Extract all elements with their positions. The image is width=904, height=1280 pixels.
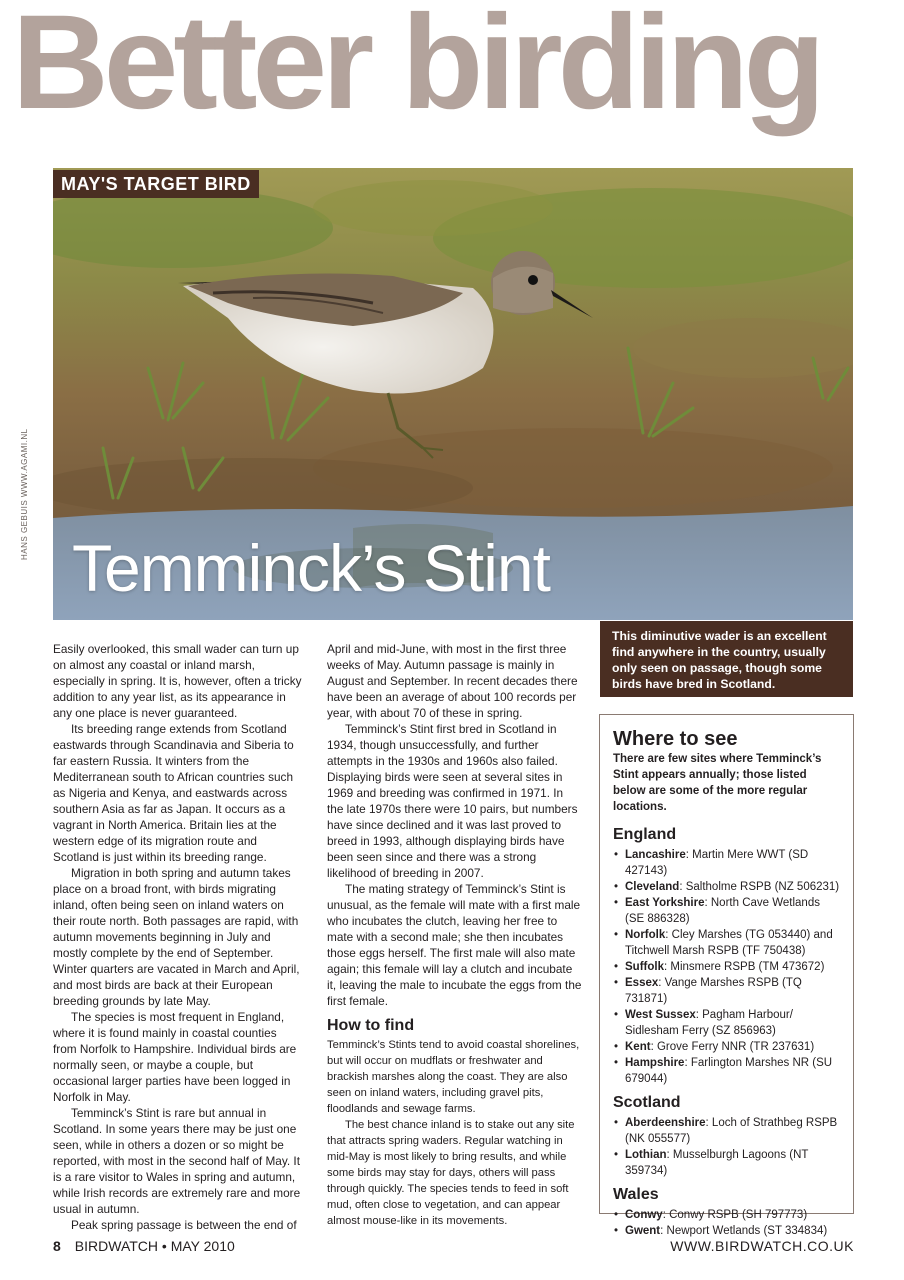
body-paragraph: April and mid-June, with most in the first three weeks of May. Autumn passage is mainly in August and September. In recent decades there have been an average of about 100 records per year, with about 70 of these in spring.	[327, 642, 578, 720]
region-heading-scotland: Scotland	[613, 1094, 681, 1111]
body-paragraph: Migration in both spring and autumn takes place on a broad front, with birds migrating inland, often being seen on inland waters on their route north. Both passages are rapid, with autumn movements beginning in July and mostly complete by the end of September. Winter quarters are vacated in March and April, and most birds are back at their European breeding grounds by late May.	[53, 866, 300, 1008]
standfirst: This diminutive wader is an excellent find anywhere in the country, usually only seen on passage, though some birds have bred in Scotland.	[600, 621, 853, 697]
body-column-1	[53, 641, 303, 1233]
issue-label: BIRDWATCH • MAY 2010	[74, 1238, 235, 1254]
footer-left	[53, 1238, 235, 1254]
body-paragraph: Temminck’s Stint first bred in Scotland in 1934, though unsuccessfully, and further attempts in the 1930s and 1960s also failed. Displaying birds were seen at several sites in 1969 and breeding was confirmed in 1971. In the late 1970s there were 10 pairs, but numbers have since declined and it was last proved to breed in 1993, although displaying birds have been seen since and there was a strong likelihood of breeding in 2007.	[327, 722, 578, 880]
target-bird-tag: MAY'S TARGET BIRD	[53, 170, 259, 198]
page-number: 8	[53, 1238, 61, 1254]
body-column-2	[327, 641, 582, 1229]
body-paragraph: Easily overlooked, this small wader can turn up on almost any coastal or inland marsh, especially in spring. It is, however, often a tricky addition to any year list, as its appearance in any one place is never guaranteed.	[53, 642, 302, 720]
region-heading-england: England	[613, 826, 677, 843]
site-item: • East Yorkshire: North Cave Wetlands (SE 886328)	[613, 895, 840, 927]
site-item: • Conwy: Conwy RSPB (SH 797773)	[613, 1207, 840, 1223]
region-heading-wales: Wales	[613, 1186, 659, 1203]
site-item: • Kent: Grove Ferry NNR (TR 237631)	[613, 1039, 840, 1055]
body-paragraph: Temminck’s Stints tend to avoid coastal shorelines, but will occur on mudflats or freshwater and brackish marshes along the coast. They are also seen on inland waters, including gravel pits, floodlands and sewage farms.	[327, 1039, 580, 1115]
body-paragraph: Peak spring passage is between the end of	[71, 1218, 297, 1232]
site-item: • West Sussex: Pagham Harbour/ Sidlesham Ferry (SZ 856963)	[613, 1007, 840, 1039]
site-item: • Aberdeenshire: Loch of Strathbeg RSPB (NK 055577)	[613, 1115, 840, 1147]
where-to-see-box	[599, 714, 854, 1237]
site-item: • Suffolk: Minsmere RSPB (TM 473672)	[613, 959, 840, 975]
scotland-site-list	[613, 1115, 840, 1179]
how-to-find-heading: How to find	[327, 1017, 415, 1034]
site-item: • Lancashire: Martin Mere WWT (SD 427143)	[613, 847, 840, 879]
where-to-see-intro: There are few sites where Temminck’s Stint appears annually; those listed below are some of the more regular locations.	[613, 753, 822, 813]
site-item: • Cleveland: Saltholme RSPB (NZ 506231)	[613, 879, 840, 895]
photo-credit: HANS GEBUIS WWW.AGAMI.NL	[20, 428, 29, 560]
bird-title: Temminck’s Stint	[72, 531, 550, 605]
site-item: • Gwent: Newport Wetlands (ST 334834)	[613, 1223, 840, 1239]
masthead-title: Better birding	[12, 0, 821, 137]
site-item: • Lothian: Musselburgh Lagoons (NT 359734)	[613, 1147, 840, 1179]
body-paragraph: The best chance inland is to stake out any site that attracts spring waders. Regular watching in mid-May is most likely to bring results, and while some birds may stay for days, others will pass through quickly. The species tends to feed in soft mud, often close to vegetation, and can appear almost mouse-like in its movements.	[327, 1119, 575, 1227]
body-paragraph: The species is most frequent in England, where it is found mainly in coastal counties from Norfolk to Hampshire. Individual birds are normally seen, or maybe a couple, but occasional larger parties have been logged in Norfolk in May.	[53, 1010, 297, 1104]
wales-site-list	[613, 1207, 840, 1239]
site-item: • Essex: Vange Marshes RSPB (TQ 731871)	[613, 975, 840, 1007]
where-to-see-heading: Where to see	[613, 728, 738, 750]
england-site-list	[613, 847, 840, 1087]
footer-url: WWW.BIRDWATCH.CO.UK	[670, 1238, 854, 1254]
body-paragraph: The mating strategy of Temminck’s Stint is unusual, as the female will mate with a first male who incubates the clutch, leaving her free to mate with a second male; she then incubates those eggs herself. The first male will also mate again; this female will lay a clutch and incubate it, leaving the male to incubate the eggs from the first female.	[327, 882, 582, 1008]
site-item: • Norfolk: Cley Marshes (TG 053440) and Titchwell Marsh RSPB (TF 750438)	[613, 927, 840, 959]
body-paragraph: Its breeding range extends from Scotland eastwards through Scandinavia and Siberia to far eastern Russia. It winters from the Mediterranean south to African countries such as Nigeria and Kenya, and eastwards across southern Asia as far as Japan. It occurs as a vagrant in North America. Britain lies at the western edge of its migration route and Scotland is just within its breeding range.	[53, 722, 294, 864]
site-item: • Hampshire: Farlington Marshes NR (SU 679044)	[613, 1055, 840, 1087]
body-paragraph: Temminck’s Stint is rare but annual in Scotland. In some years there may be just one seen, while in others a dozen or so might be reported, with most in the second half of May. It is a rare visitor to Wales in spring and autumn, while Irish records are extremely rare and more usual in autumn.	[53, 1106, 301, 1216]
